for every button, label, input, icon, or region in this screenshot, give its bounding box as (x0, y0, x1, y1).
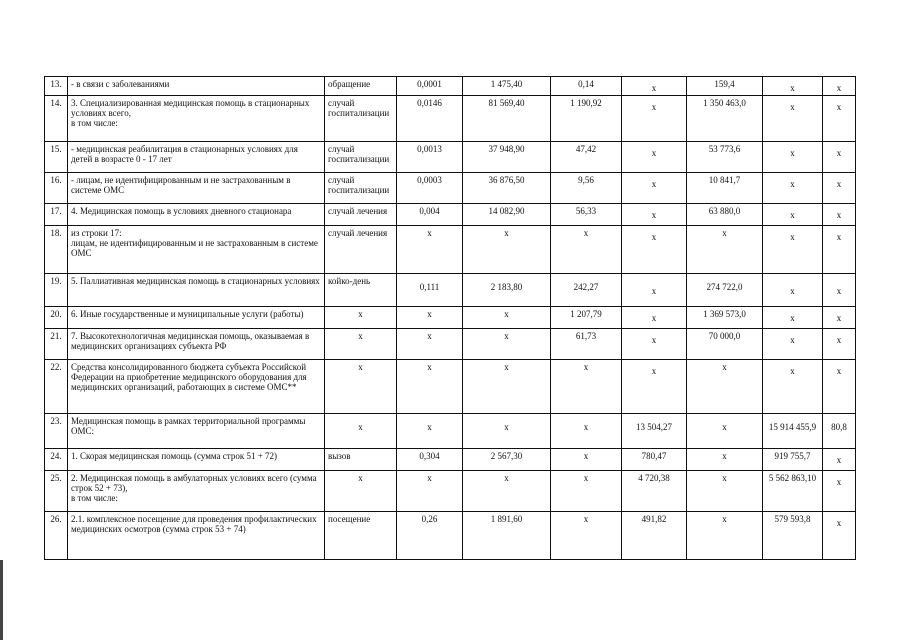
row-value-c9: х (823, 512, 856, 560)
row-value-c7: 10 841,7 (687, 173, 763, 204)
row-value-c5: 61,73 (551, 329, 622, 360)
row-value-c4: 1 475,40 (463, 77, 551, 96)
row-name: из строки 17: лицам, не идентифицированным и не застрахованным в системе ОМС (68, 226, 325, 274)
row-value-c6: х (622, 360, 687, 414)
table-row (45, 96, 856, 142)
row-value-c7: х (687, 471, 763, 512)
table-row (45, 274, 856, 307)
row-value-c4: х (463, 307, 551, 329)
row-value-c3: 0,0003 (397, 173, 463, 204)
row-value-c4: 36 876,50 (463, 173, 551, 204)
row-value-c5: х (551, 360, 622, 414)
table-row (45, 414, 856, 449)
row-value-c8: х (763, 274, 823, 307)
row-value-c9: х (823, 142, 856, 173)
table-row (45, 471, 856, 512)
row-name: 7. Высокотехнологичная медицинская помощь, оказываемая в медицинских организациях субъекта РФ (68, 329, 325, 360)
row-name: 2. Медицинская помощь в амбулаторных условиях всего (сумма строк 52 + 73), в том числе: (68, 471, 325, 512)
row-value-c9: х (823, 226, 856, 274)
row-number: 15. (45, 142, 68, 173)
row-value-c9: 80,8 (823, 414, 856, 449)
budget-table (44, 76, 856, 560)
row-value-c9: х (823, 360, 856, 414)
row-unit: случай лечения (325, 226, 397, 274)
row-value-c9: х (823, 204, 856, 226)
table-body (45, 77, 856, 560)
row-value-c5: 0,14 (551, 77, 622, 96)
row-value-c3: 0,0146 (397, 96, 463, 142)
table-row (45, 449, 856, 471)
row-value-c7: 1 369 573,0 (687, 307, 763, 329)
row-value-c6: 13 504,27 (622, 414, 687, 449)
row-unit: х (325, 329, 397, 360)
row-value-c4: 37 948,90 (463, 142, 551, 173)
row-name: Средства консолидированного бюджета субъекта Российской Федерации на приобретение медицинского оборудования для медицинских организаций, работающих в системе ОМС** (68, 360, 325, 414)
row-value-c9: х (823, 449, 856, 471)
row-value-c8: х (763, 329, 823, 360)
row-value-c9: х (823, 96, 856, 142)
row-value-c6: х (622, 274, 687, 307)
row-value-c6: 780,47 (622, 449, 687, 471)
row-value-c5: 1 207,79 (551, 307, 622, 329)
row-unit: посещение (325, 512, 397, 560)
row-value-c6: х (622, 204, 687, 226)
row-value-c9: х (823, 173, 856, 204)
row-unit: х (325, 307, 397, 329)
row-number: 16. (45, 173, 68, 204)
row-value-c6: х (622, 142, 687, 173)
row-value-c7: х (687, 449, 763, 471)
row-name: 6. Иные государственные и муниципальные услуги (работы) (68, 307, 325, 329)
row-name: Медицинская помощь в рамках территориальной программы ОМС: (68, 414, 325, 449)
row-value-c3: х (397, 471, 463, 512)
row-value-c7: х (687, 226, 763, 274)
row-value-c3: 0,111 (397, 274, 463, 307)
table-row (45, 173, 856, 204)
row-value-c7: 70 000,0 (687, 329, 763, 360)
row-unit: х (325, 414, 397, 449)
row-value-c5: 56,33 (551, 204, 622, 226)
row-value-c8: 579 593,8 (763, 512, 823, 560)
row-number: 17. (45, 204, 68, 226)
row-value-c5: 1 190,92 (551, 96, 622, 142)
row-value-c4: х (463, 414, 551, 449)
row-value-c3: х (397, 226, 463, 274)
row-value-c4: 1 891,60 (463, 512, 551, 560)
row-value-c5: 242,27 (551, 274, 622, 307)
table-row (45, 204, 856, 226)
row-number: 19. (45, 274, 68, 307)
row-value-c5: х (551, 449, 622, 471)
row-value-c3: х (397, 307, 463, 329)
row-unit: случай госпитализации (325, 142, 397, 173)
row-value-c6: х (622, 173, 687, 204)
scan-edge-mark (0, 560, 3, 640)
row-value-c4: 2 183,80 (463, 274, 551, 307)
row-value-c6: х (622, 77, 687, 96)
row-value-c8: х (763, 307, 823, 329)
row-value-c5: х (551, 512, 622, 560)
row-value-c3: 0,304 (397, 449, 463, 471)
row-value-c8: х (763, 96, 823, 142)
row-value-c7: 159,4 (687, 77, 763, 96)
table-row (45, 77, 856, 96)
row-value-c3: х (397, 360, 463, 414)
row-value-c8: 919 755,7 (763, 449, 823, 471)
row-value-c4: 14 082,90 (463, 204, 551, 226)
row-number: 18. (45, 226, 68, 274)
row-value-c4: х (463, 226, 551, 274)
row-value-c6: х (622, 329, 687, 360)
row-value-c5: х (551, 471, 622, 512)
row-value-c3: 0,0001 (397, 77, 463, 96)
row-value-c8: 15 914 455,9 (763, 414, 823, 449)
row-unit: случай лечения (325, 204, 397, 226)
row-value-c9: х (823, 471, 856, 512)
row-value-c8: х (763, 226, 823, 274)
row-value-c6: х (622, 96, 687, 142)
row-unit: х (325, 471, 397, 512)
row-value-c4: х (463, 471, 551, 512)
row-number: 26. (45, 512, 68, 560)
row-value-c7: 274 722,0 (687, 274, 763, 307)
row-value-c3: х (397, 414, 463, 449)
row-value-c3: 0,004 (397, 204, 463, 226)
row-value-c7: х (687, 360, 763, 414)
table-row (45, 226, 856, 274)
table-row (45, 307, 856, 329)
table-row (45, 512, 856, 560)
row-name: - лицам, не идентифицированным и не застрахованным в системе ОМС (68, 173, 325, 204)
row-value-c9: х (823, 77, 856, 96)
row-unit: случай госпитализации (325, 173, 397, 204)
row-name: 3. Специализированная медицинская помощь в стационарных условиях всего, в том числе: (68, 96, 325, 142)
row-value-c6: 491,82 (622, 512, 687, 560)
row-value-c7: 1 350 463,0 (687, 96, 763, 142)
row-value-c9: х (823, 329, 856, 360)
row-value-c7: х (687, 512, 763, 560)
row-name: 5. Паллиативная медицинская помощь в стационарных условиях (68, 274, 325, 307)
row-number: 20. (45, 307, 68, 329)
table-row (45, 142, 856, 173)
row-unit: вызов (325, 449, 397, 471)
row-value-c8: 5 562 863,10 (763, 471, 823, 512)
row-value-c6: 4 720,38 (622, 471, 687, 512)
row-unit: случай госпитализации (325, 96, 397, 142)
row-value-c8: х (763, 204, 823, 226)
row-value-c3: 0,26 (397, 512, 463, 560)
row-value-c5: 9,56 (551, 173, 622, 204)
row-value-c9: х (823, 274, 856, 307)
row-value-c5: х (551, 226, 622, 274)
table-row (45, 360, 856, 414)
row-number: 14. (45, 96, 68, 142)
row-value-c8: х (763, 173, 823, 204)
row-unit: обращение (325, 77, 397, 96)
row-value-c6: х (622, 307, 687, 329)
row-value-c6: х (622, 226, 687, 274)
row-number: 23. (45, 414, 68, 449)
row-value-c8: х (763, 142, 823, 173)
row-value-c3: 0,0013 (397, 142, 463, 173)
row-value-c5: х (551, 414, 622, 449)
row-value-c7: 53 773,6 (687, 142, 763, 173)
row-name: 4. Медицинская помощь в условиях дневного стационара (68, 204, 325, 226)
row-name: - в связи с заболеваниями (68, 77, 325, 96)
row-value-c4: 2 567,30 (463, 449, 551, 471)
row-value-c3: х (397, 329, 463, 360)
row-unit: х (325, 360, 397, 414)
row-value-c5: 47,42 (551, 142, 622, 173)
row-value-c4: 81 569,40 (463, 96, 551, 142)
row-value-c7: 63 880,0 (687, 204, 763, 226)
row-value-c8: х (763, 77, 823, 96)
row-name: - медицинская реабилитация в стационарных условиях для детей в возрасте 0 - 17 лет (68, 142, 325, 173)
row-value-c9: х (823, 307, 856, 329)
row-number: 21. (45, 329, 68, 360)
row-unit: койко-день (325, 274, 397, 307)
table-row (45, 329, 856, 360)
row-name: 2.1. комплексное посещение для проведения профилактических медицинских осмотров (сумма строк 53 + 74) (68, 512, 325, 560)
row-number: 13. (45, 77, 68, 96)
row-number: 22. (45, 360, 68, 414)
row-name: 1. Скорая медицинская помощь (сумма строк 51 + 72) (68, 449, 325, 471)
row-number: 24. (45, 449, 68, 471)
row-number: 25. (45, 471, 68, 512)
row-value-c8: х (763, 360, 823, 414)
row-value-c4: х (463, 360, 551, 414)
row-value-c7: х (687, 414, 763, 449)
row-value-c4: х (463, 329, 551, 360)
